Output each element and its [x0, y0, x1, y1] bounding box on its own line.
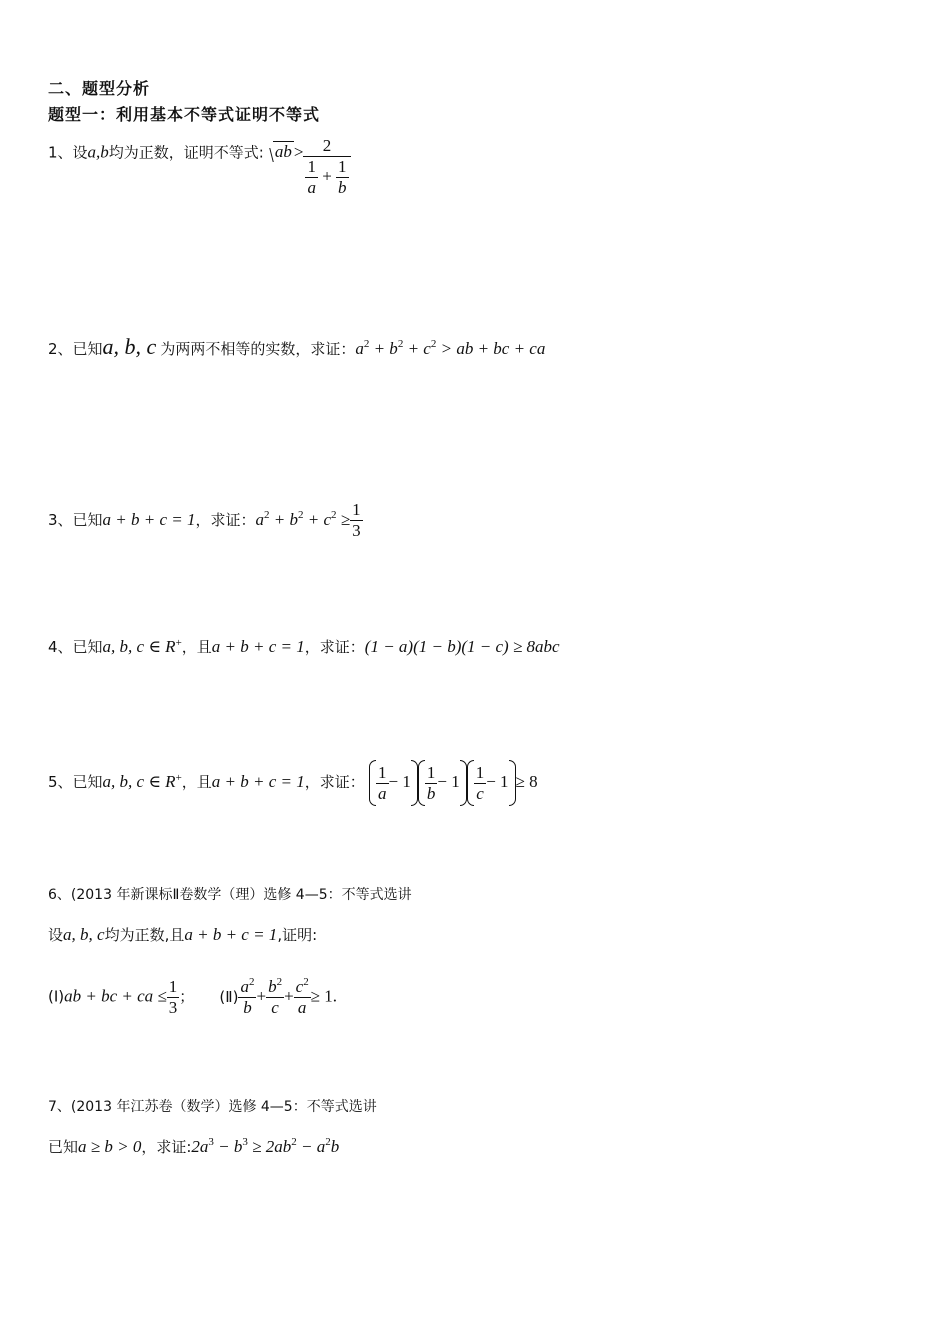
p1-inner-num-b: 1 — [338, 157, 347, 176]
p5-rhs: ≥ 8 — [515, 771, 538, 791]
p4-num: 4、已知 — [48, 638, 103, 656]
p3-expr — [256, 510, 351, 529]
p2-b-sq: 2 — [397, 338, 404, 350]
p5-expr — [365, 762, 538, 803]
p5-paren-close-2 — [460, 760, 467, 806]
p6-part1-expr: ab + bc + ca ≤ — [64, 986, 167, 1006]
p1-sqrt-arg: ab — [274, 142, 292, 162]
p4-expr: (1 − a)(1 − b)(1 − c) ≥ 8abc — [364, 637, 560, 656]
problem-3 — [48, 500, 363, 541]
p1-inner-den-a: a — [307, 178, 316, 197]
p6-part2-plus2: + — [284, 986, 294, 1006]
p1-inner-num-a: 1 — [307, 157, 316, 176]
p3-c: + c — [307, 510, 332, 529]
p2-b: + b — [373, 339, 398, 358]
p7-given-post: ，求证: — [141, 1138, 192, 1156]
p3-num: 3、已知 — [48, 511, 103, 529]
p5-frac-a-den: a — [378, 783, 387, 803]
p7-e1-exp: 3 — [208, 1136, 214, 1148]
p4-set: a, b, c ∈ R — [102, 637, 176, 656]
p7-e4: − a — [300, 1137, 326, 1156]
p5-minus-1a: − 1 — [388, 771, 411, 791]
problem-4 — [48, 636, 560, 657]
p6-part1-end: ； — [179, 987, 195, 1006]
p6-given — [48, 924, 317, 945]
p3-a-sq: 2 — [264, 509, 270, 521]
p1-fraction — [303, 136, 350, 198]
p6-part2-d1: b — [238, 997, 256, 1018]
p6-part2-d2: c — [266, 997, 284, 1018]
p1-sqrt — [264, 142, 294, 162]
p7-e2: − b — [218, 1137, 243, 1156]
p7-source: 7、(2013 年江苏卷（数学）选修 4—5：不等式选讲 — [48, 1099, 377, 1115]
p5-text2: ，求证： — [304, 772, 365, 791]
p5-paren-close-3 — [509, 760, 516, 806]
p6-part2-n1: a — [240, 977, 249, 996]
p7-expr — [191, 1137, 339, 1156]
problem-5 — [48, 760, 538, 806]
p7-cond: a ≥ b > 0 — [78, 1137, 142, 1156]
p6-part1-frac — [167, 977, 180, 1018]
p3-cond: a + b + c = 1 — [102, 510, 196, 529]
p6-parts — [48, 976, 337, 1018]
p7-e5: b — [330, 1137, 340, 1156]
p3-frac-num: 1 — [352, 500, 361, 519]
p2-rhs: > ab + bc + ca — [440, 339, 546, 358]
p6-given-post: ,证明: — [277, 926, 318, 944]
type-title: 题型一：利用基本不等式证明不等式 — [48, 105, 321, 124]
p6-part1-label: (Ⅰ) — [48, 987, 65, 1006]
p5-frac-c-den: c — [474, 783, 487, 804]
p1-text: 均为正数，证明不等式: — [108, 143, 264, 162]
p5-frac-b-den: b — [426, 783, 436, 803]
p4-setsub: + — [175, 637, 182, 649]
p6-part2-frac3 — [294, 976, 311, 1018]
p2-vars: a, b, c — [102, 334, 157, 359]
p5-frac-a-num: 1 — [378, 762, 387, 782]
p6-part2-n1-sq: 2 — [248, 976, 255, 988]
p5-minus-1c: − 1 — [486, 771, 509, 791]
p1-inner-plus: + — [322, 166, 332, 186]
p5-frac-c-num: 1 — [475, 762, 485, 782]
p6-part2-n2-sq: 2 — [276, 976, 283, 988]
p6-part2-n3: c — [295, 977, 304, 996]
p6-part2-frac2 — [266, 976, 284, 1018]
p6-vars: a, b, c — [63, 925, 105, 944]
p7-e3-exp: 2 — [291, 1136, 297, 1148]
p6-part2-frac1 — [238, 976, 256, 1018]
p7-e1: 2a — [191, 1137, 209, 1156]
p5-frac-b-num: 1 — [426, 762, 436, 782]
p4-text1: ，且 — [181, 638, 212, 656]
p4-cond: a + b + c = 1 — [211, 637, 305, 656]
p1-frac-den — [303, 156, 350, 198]
p6-part2-plus1: + — [256, 986, 267, 1006]
p5-paren-open-2 — [418, 760, 425, 806]
p6-part1-frac-den: 3 — [168, 997, 178, 1017]
p3-a: a — [255, 510, 265, 529]
p3-fraction — [350, 500, 363, 541]
p5-paren-open-3 — [467, 760, 474, 806]
p6-part1-frac-num: 1 — [168, 976, 178, 996]
problem-2 — [48, 334, 545, 360]
p6-source: 6、(2013 年新课标Ⅱ卷数学（理）选修 4—5：不等式选讲 — [48, 887, 412, 903]
p6-part2-end: ≥ 1. — [310, 986, 338, 1006]
p6-cond: a + b + c = 1 — [184, 925, 278, 944]
p2-a-sq: 2 — [363, 338, 370, 350]
p5-frac-b — [425, 763, 438, 804]
p1-rel: > — [293, 142, 304, 162]
p2-num: 2、已知 — [48, 340, 103, 358]
p5-paren-close-1 — [411, 760, 418, 806]
problem-1 — [48, 136, 351, 198]
p1-vars: a,b — [87, 142, 109, 162]
p1-inner-frac-a — [305, 157, 318, 198]
p5-frac-a — [376, 763, 389, 804]
p6-given-mid: 均为正数,且 — [104, 926, 185, 944]
p5-minus-1b: − 1 — [437, 771, 460, 791]
p7-e2-exp: 3 — [242, 1136, 248, 1148]
p7-e4-exp: 2 — [325, 1136, 331, 1148]
p6-part2-n2: b — [268, 977, 277, 996]
p7-e3: ≥ 2ab — [252, 1137, 292, 1156]
p5-cond: a + b + c = 1 — [211, 771, 305, 791]
p2-a: a — [355, 339, 364, 358]
p6-given-pre: 设 — [48, 926, 64, 944]
p3-c-sq: 2 — [331, 509, 337, 521]
p6-part2-label: (Ⅱ) — [219, 987, 239, 1006]
p7-given-pre: 已知 — [48, 1138, 79, 1156]
p1-num: 1、设 — [48, 143, 88, 162]
p3-text: ，求证： — [195, 511, 256, 529]
p5-paren-open-1 — [369, 760, 376, 806]
p6-part2-n3-sq: 2 — [303, 976, 309, 988]
p2-c: + c — [407, 339, 431, 358]
p2-expr — [355, 339, 545, 358]
p1-frac-num: 2 — [322, 136, 332, 155]
p5-num: 5、已知 — [48, 772, 103, 791]
p5-setsub: + — [175, 771, 182, 784]
p5-set: a, b, c ∈ R — [102, 771, 176, 791]
section-title: 二、题型分析 — [48, 79, 151, 98]
p4-text2: ，求证： — [304, 638, 365, 656]
p5-frac-c — [474, 763, 487, 804]
p2-text: 为两两不相等的实数，求证： — [160, 340, 356, 358]
p3-b-sq: 2 — [298, 509, 304, 521]
p2-c-sq: 2 — [430, 338, 437, 350]
p1-inner-den-b: b — [338, 178, 347, 197]
p1-inner-frac-b — [336, 157, 349, 198]
p3-b: + b — [273, 510, 299, 529]
p5-text1: ，且 — [181, 772, 212, 791]
p3-rel: ≥ — [340, 510, 351, 529]
p6-part2-d3: a — [294, 997, 311, 1018]
p7-given — [48, 1136, 339, 1157]
p3-frac-den: 3 — [352, 521, 361, 540]
